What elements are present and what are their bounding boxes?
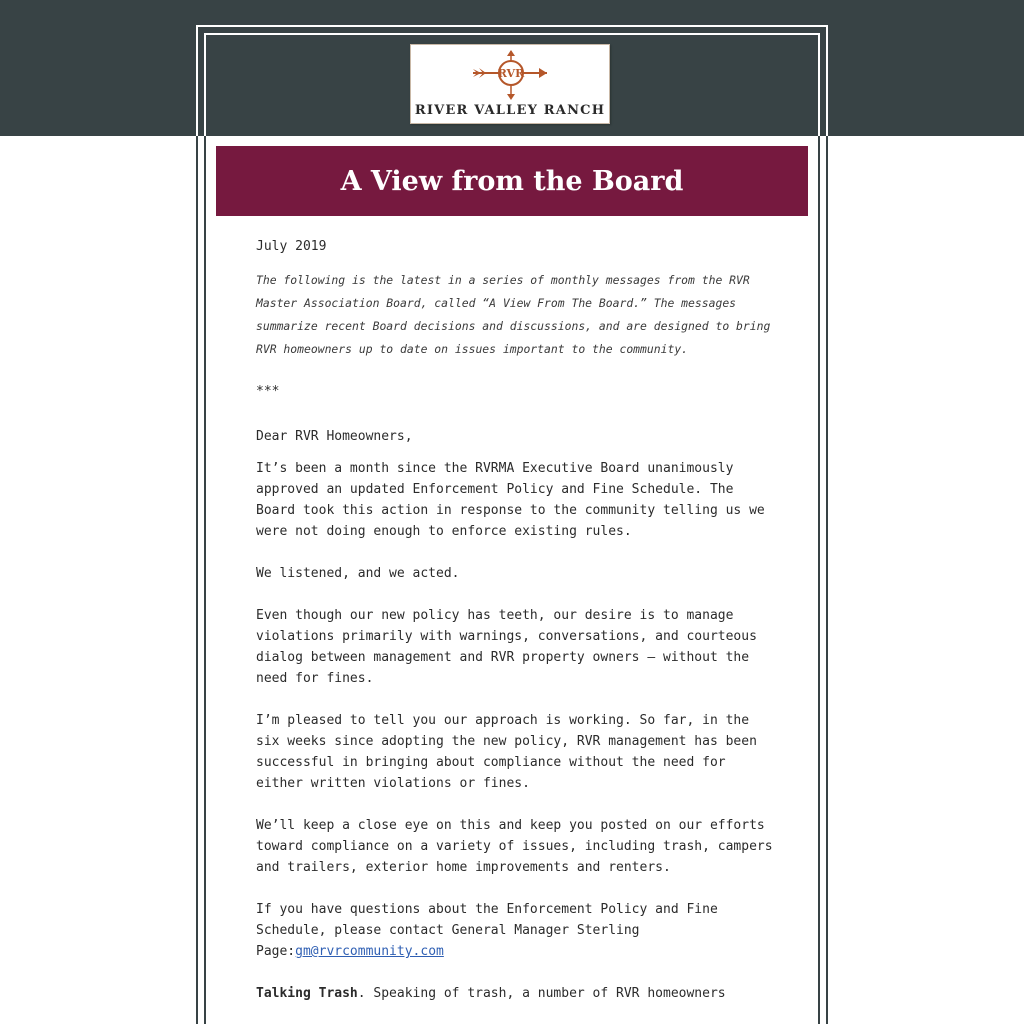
rvr-logo[interactable] bbox=[410, 44, 610, 124]
paragraph: We listened, and we acted. bbox=[256, 566, 460, 581]
trash-text: . Speaking of trash, a number of RVR homeowners bbox=[357, 986, 726, 1001]
logo-text: RIVER VALLEY RANCH bbox=[414, 103, 606, 118]
paragraph: Even though our new policy has teeth, our desire is to manage violations primarily with warnings, conversations, and courteous dialog between management and RVR property owners – without the need for fines. bbox=[256, 608, 757, 686]
compass-arrow-icon bbox=[471, 49, 551, 101]
contact-paragraph bbox=[256, 899, 776, 962]
page-title: A View from the Board bbox=[340, 165, 684, 197]
separator: *** bbox=[256, 384, 280, 399]
paragraph: We’ll keep a close eye on this and keep you posted on our efforts toward compliance on a variety of issues, including trash, campers and trailers, exterior home improvements and renters. bbox=[256, 818, 773, 875]
contact-text: If you have questions about the Enforcement Policy and Fine Schedule, please contact General Manager Sterling Page: bbox=[256, 902, 718, 959]
trash-heading: Talking Trash bbox=[256, 986, 358, 1001]
contact-email-link[interactable]: gm@rvrcommunity.com bbox=[295, 944, 444, 959]
paragraph: I’m pleased to tell you our approach is working. So far, in the six weeks since adopting the new policy, RVR management has been successful in bringing about compliance without the need for either written violations or fines. bbox=[256, 713, 757, 791]
logo-monogram: RVR bbox=[497, 67, 525, 80]
trash-paragraph bbox=[256, 983, 776, 1004]
article-intro: The following is the latest in a series of monthly messages from the RVR Master Association Board, called “A View From The Board.” The messages summarize recent Board decisions and discussions, and are designed to bring RVR homeowners up to date on issues important to the community. bbox=[256, 273, 771, 356]
article-body bbox=[256, 236, 776, 1004]
article-date: July 2019 bbox=[256, 239, 327, 254]
greeting: Dear RVR Homeowners, bbox=[256, 429, 413, 444]
paragraph: It’s been a month since the RVRMA Executive Board unanimously approved an updated Enforcement Policy and Fine Schedule. The Board took this action in response to the community telling us we were not doing enough to enforce existing rules. bbox=[256, 461, 765, 539]
title-banner bbox=[216, 146, 808, 216]
